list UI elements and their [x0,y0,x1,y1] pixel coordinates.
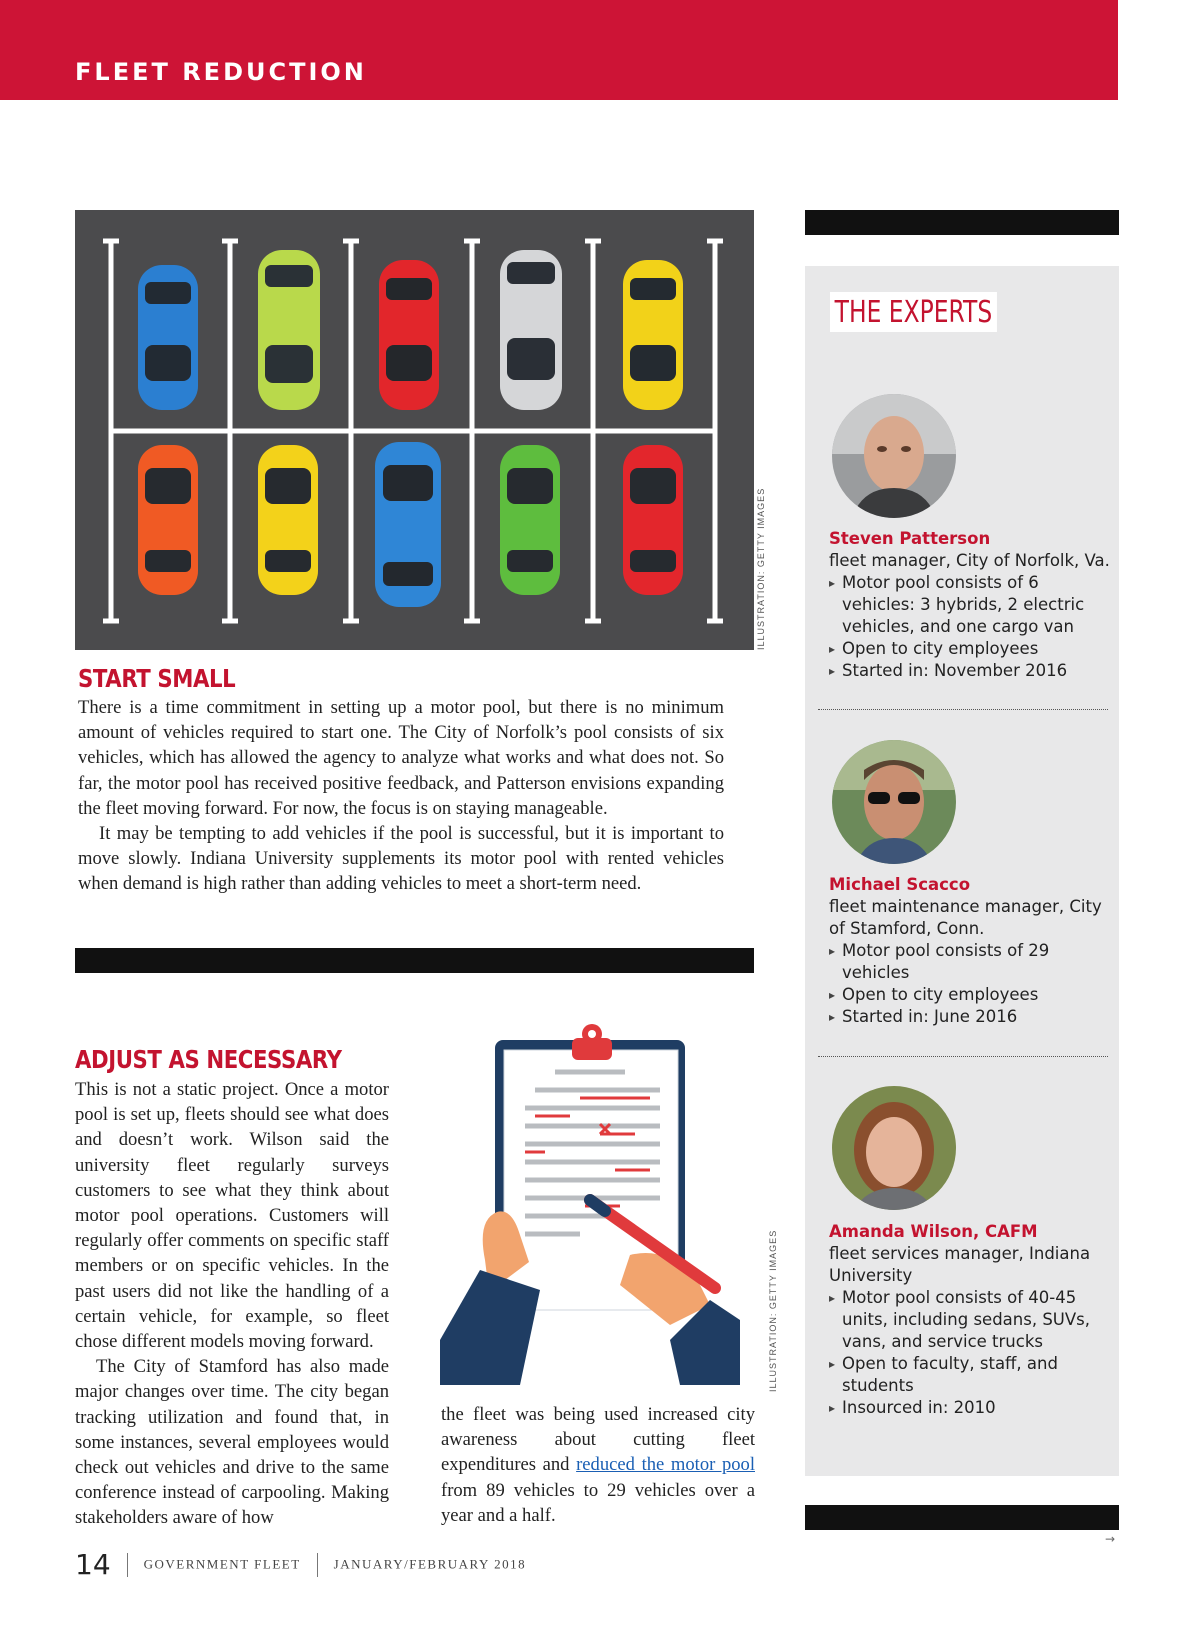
expert-details [829,1287,1114,1419]
section-label: FLEET REDUCTION [75,58,367,86]
detail-item: ▸ Motor pool consists of 29 vehicles [829,940,1114,984]
expert-name: Michael Scacco [829,875,971,894]
avatar-steven-patterson [832,394,956,518]
expert-card [829,1221,1114,1419]
issue-date: JANUARY/FEBRUARY 2018 [333,1556,527,1572]
paragraph: This is not a static project. Once a motor pool is set up, fleets should see what does and doesn’t work. Wilson said the university fleet regularly surveys customers to see what they think about motor pool operations. Customers will regularly offer comments on specific staff members or on specific vehicles. In the past users did not like the handling of a certain vehicle, for example, so fleet chose different models moving forward. [75,1079,389,1353]
expert-role: fleet services manager, Indiana University [829,1244,1091,1285]
start-small-heading: START SMALL [78,664,236,693]
reduced-motor-pool-link[interactable]: reduced the motor pool [576,1454,755,1476]
sidebar-bottom-bar [805,1505,1119,1530]
page-footer [75,1548,526,1581]
page-number: 14 [75,1548,111,1581]
expert-details [829,940,1114,1028]
avatar-michael-scacco [832,740,956,864]
clipboard-illustration [440,1020,740,1385]
expert-card [829,874,1114,1028]
expert-name: Amanda Wilson, CAFM [829,1222,1038,1241]
detail-item: ▸ Motor pool consists of 6 vehicles: 3 hybrids, 2 electric vehicles, and one cargo van [829,572,1114,638]
detail-item: ▸ Insourced in: 2010 [829,1397,1114,1419]
avatar-amanda-wilson [832,1086,956,1210]
expert-divider [818,709,1108,710]
divider-bar [75,948,754,973]
footer-divider [127,1553,128,1577]
expert-name: Steven Patterson [829,529,991,548]
experts-title: THE EXPERTS [830,292,997,332]
detail-item: ▸ Open to city employees [829,638,1114,660]
detail-item: ▸ Started in: November 2016 [829,660,1114,682]
paragraph: There is a time commitment in setting up a motor pool, but there is no minimum amount of vehicles required to start one. The City of Norfolk’s pool consists of six vehicles, which has allowed the agency to analyze what works and what does not. So far, the motor pool has received positive feedback, and Patterson envisions expanding the fleet moving forward. For now, the focus is on staying manageable. [78,697,724,819]
adjust-continued [441,1402,755,1528]
sidebar-top-bar [805,210,1119,235]
continued-text: the fleet was being used increased city awareness about cutting fleet expenditures and [441,1404,755,1476]
detail-item: ▸ Open to city employees [829,984,1114,1006]
adjust-body [75,1077,389,1531]
expert-role: fleet manager, City of Norfolk, Va. [829,551,1110,570]
illustration-credit: ILLUSTRATION: GETTY IMAGES [756,487,766,650]
expert-card [829,528,1114,682]
start-small-body [78,695,724,897]
illustration-credit: ILLUSTRATION: GETTY IMAGES [768,1229,778,1392]
detail-item: ▸ Open to faculty, staff, and students [829,1353,1114,1397]
paragraph: The City of Stamford has also made major changes over time. The city began tracking utilization and found that, in some instances, several employees would check out vehicles and drive to the same conference instead of carpooling. Making stakeholders aware of how [75,1356,389,1529]
expert-details [829,572,1114,682]
next-page-arrow[interactable]: → [1105,1532,1116,1546]
expert-divider [818,1056,1108,1057]
parked-cars-illustration [75,210,754,650]
expert-role: fleet maintenance manager, City of Stamford, Conn. [829,897,1102,938]
detail-item: ▸ Started in: June 2016 [829,1006,1114,1028]
continued-text: from 89 vehicles to 29 vehicles over a year and a half. [441,1479,755,1526]
publication-name: GOVERNMENT FLEET [143,1556,301,1572]
car-blue-top [138,265,198,410]
paragraph: It may be tempting to add vehicles if the pool is successful, but it is important to move slowly. Indiana University supplements its motor pool with rented vehicles when demand is high rather than adding vehicles to meet a short-term need. [78,823,724,895]
footer-divider [317,1553,318,1577]
detail-item: ▸ Motor pool consists of 40-45 units, including sedans, SUVs, vans, and service trucks [829,1287,1114,1353]
adjust-heading: ADJUST AS NECESSARY [75,1045,342,1074]
